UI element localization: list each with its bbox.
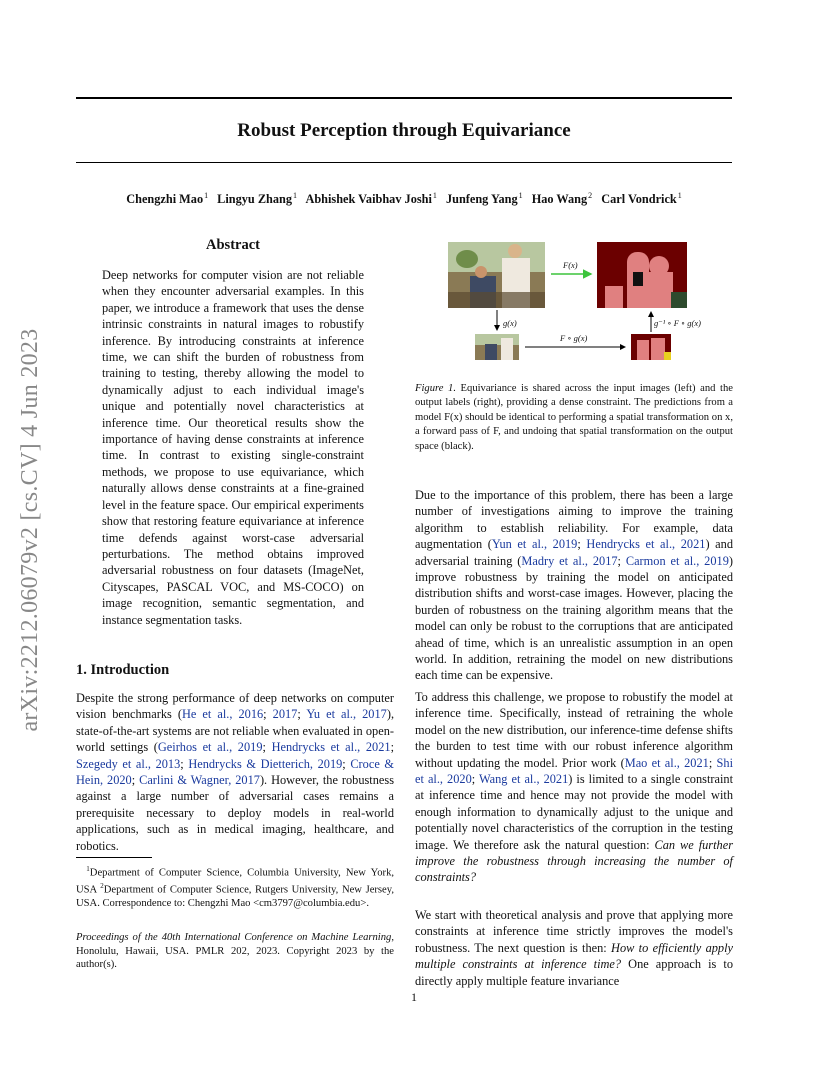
citation-link[interactable]: Carlini & Wagner, 2017 <box>139 773 260 788</box>
text-run: One approach is to directly apply multiple feature invariance <box>415 957 734 988</box>
text-run: Proceedings of the 40th International Conference on Machine Learning <box>76 932 392 943</box>
author-affiliation: 1 <box>204 191 209 200</box>
citation-link[interactable]: Wang et al., 2021 <box>479 772 569 787</box>
text-run: ; <box>180 756 189 771</box>
text-run: ; <box>262 740 272 755</box>
citation-link[interactable]: Yu et al., 2017 <box>306 707 387 722</box>
author-name: Chengzhi Mao <box>126 192 204 207</box>
text-run: ; <box>708 755 717 770</box>
text-run: We start with theoretical analysis and prove that applying more constraints at inference time strictly improves the model's robustness. The next question is then: <box>415 908 733 955</box>
arxiv-stamp: arXiv:2212.06079v2 [cs.CV] 4 Jun 2023 <box>17 328 43 732</box>
abstract-text: Deep networks for computer vision are not reliable when they encounter adversarial examples. In this paper, we introduce a framework that uses the dense intrinsic constraints in natural images to robustify inference. By introducing constraints at inference time, we can shift the burden of robustness from training to testing, thereby allowing the model to dynamically adjust to each individual image's unique and potentially novel characteristics at inference time. Our theoretical results show the importance of having dense constraints at inference time. In contrast to existing single-constraint methods, we propose to use equivariance, which naturally allows dense constraints at a fine-grained level in the feature space. Our empirical experiments show that restoring feature equivariance at inference time defends against worst-case adversarial perturbations. The method obtains improved adversarial robustness on four datasets (ImageNet, Cityscapes, PASCAL VOC, and MS-COCO) on image recognition, semantic segmentation, and instance segmentation tasks. <box>102 268 364 627</box>
text-run: Department of Computer Science, Rutgers University, New Jersey, USA. Correspondence to: Chengzhi Mao <cm3797@columbia.edu>. <box>76 884 395 910</box>
figure-1-caption <box>415 382 733 454</box>
text-run: ), state-of-the-art systems are not reliable when evaluated in open-world settings ( <box>76 707 395 755</box>
right-paragraph-3 <box>415 907 733 989</box>
author-affiliation: 1 <box>518 191 523 200</box>
author-name: Abhishek Vaibhav Joshi <box>305 192 432 207</box>
citation-link[interactable]: Carmon et al., 2019 <box>625 553 729 568</box>
label-f-x: F(x) <box>563 260 578 270</box>
proceedings-note <box>76 931 394 972</box>
author-name: Junfeng Yang <box>445 192 518 207</box>
author-affiliation: 1 <box>677 191 682 200</box>
author-affiliation: 1 <box>432 191 437 200</box>
abstract-heading: Abstract <box>206 237 260 253</box>
paper-title: Robust Perception through Equivariance <box>237 120 571 141</box>
title-top-rule <box>76 97 732 99</box>
title-bottom-rule <box>76 162 732 163</box>
text-run: ) improve robustness by training the model on anticipated distribution shifts and worst-case images. However, placing the burden of robustness on the training algorithm means that the model can only be robust to the corruptions that are anticipated ahead of time, which is an unrealistic assumption in an open world. In addition, retraining the model on new distributions each time can be expensive. <box>415 553 733 683</box>
text-run: ). However, the robustness against a large number of adversarial cases remains a prerequisite necessary to deploy models in real-world applications, such as in medical imaging, healthcare, and robotics. <box>76 773 394 853</box>
text-run: Despite the strong performance of deep networks on computer vision benchmarks ( <box>76 691 394 722</box>
affiliations-footnote: $^1$Department of Computer Science, Columbia University, New York, USA $^2$Department of Computer Science, Rutgers University, New Jersey, USA. Correspondence to: Chengzhi Mao <cm3797@columbia.edu>. <box>76 865 395 910</box>
right-paragraph-2 <box>415 689 733 886</box>
author-name: Hao Wang <box>531 192 588 207</box>
text-run: ; <box>131 773 140 788</box>
text-run: Department of Computer Science, Columbia University, New York, USA <box>76 867 395 896</box>
label-f-g-x: F ∘ g(x) <box>560 333 588 343</box>
citation-link[interactable]: Hendrycks et al., 2021 <box>271 740 391 755</box>
footnote-rule <box>76 857 152 858</box>
intro-paragraph <box>76 690 394 854</box>
author-name: Carl Vondrick <box>601 192 677 207</box>
text-run: ; <box>577 537 587 552</box>
right-paragraph-1 <box>415 487 733 684</box>
citation-link[interactable]: Mao et al., 2021 <box>624 755 709 770</box>
citation-link[interactable]: Shi et al., 2020 <box>415 755 733 787</box>
text-run: ; <box>471 772 479 787</box>
text-run: Due to the importance of this problem, there has been a large number of investigations aiming to improve the training algorithm to establish reliability. For example, data augmentation ( <box>415 488 733 552</box>
figure-1 <box>415 236 733 368</box>
author-affiliation: 2 <box>588 191 593 200</box>
citation-link[interactable]: Hendrycks et al., 2021 <box>586 537 706 552</box>
citation-link[interactable]: 2017 <box>272 707 298 722</box>
text-run: ) is limited to a single constraint at inference time and hence may not provide the model with enough information to dynamically adjust to the unique and potentially novel characteristics of the corruption in the testing image. We therefore ask the natural question: <box>415 772 734 852</box>
text-run: Equivariance is shared across the input images (left) and the output labels (right), providing a dense constraint. The predictions from a model F(x) should be identical to performing a spatial transformation on x, a forward pass of F, and undoing that spatial transformation on the output space (black). <box>415 383 733 452</box>
research-question: How to efficiently apply multiple constraints at inference time? <box>415 940 733 972</box>
label-g-x: g(x) <box>503 318 517 328</box>
author-list <box>76 191 732 207</box>
author-name: Lingyu Zhang <box>217 192 293 207</box>
text-run: ; <box>617 553 626 568</box>
text-run: , Honolulu, Hawaii, USA. PMLR 202, 2023. Copyright 2023 by the author(s). <box>76 932 394 971</box>
label-inverse: g⁻¹ ∘ F ∘ g(x) <box>654 318 701 328</box>
citation-link[interactable]: Croce & Hein, 2020 <box>76 756 394 788</box>
caption-label: Figure 1. <box>415 383 456 394</box>
text-run: To address this challenge, we propose to robustify the model at inference time. Specifically, instead of retraining the whole model on the new distribution, our inference-time defense shifts the burden to test time with our robust inference algorithm without updating the model. Prior work ( <box>415 690 733 770</box>
text-run: ; <box>390 740 395 755</box>
section-heading-introduction: 1. Introduction <box>76 662 170 678</box>
citation-link[interactable]: Madry et al., 2017 <box>521 553 618 568</box>
text-run: ; <box>297 707 307 722</box>
figure-arrows <box>415 236 733 368</box>
citation-link[interactable]: Szegedy et al., 2013 <box>76 756 181 771</box>
citation-link[interactable]: He et al., 2016 <box>182 707 264 722</box>
author-affiliation: 1 <box>293 191 298 200</box>
text-run: ; <box>342 756 351 771</box>
citation-link[interactable]: Geirhos et al., 2019 <box>157 740 263 755</box>
text-run: ; <box>263 707 273 722</box>
text-run: ) and adversarial training ( <box>415 537 733 568</box>
research-question: Can we further improve the robustness through increasing the number of constraints? <box>415 837 733 885</box>
citation-link[interactable]: Hendrycks & Dietterich, 2019 <box>188 756 343 771</box>
citation-link[interactable]: Yun et al., 2019 <box>491 537 578 552</box>
page-number: 1 <box>411 990 417 1004</box>
